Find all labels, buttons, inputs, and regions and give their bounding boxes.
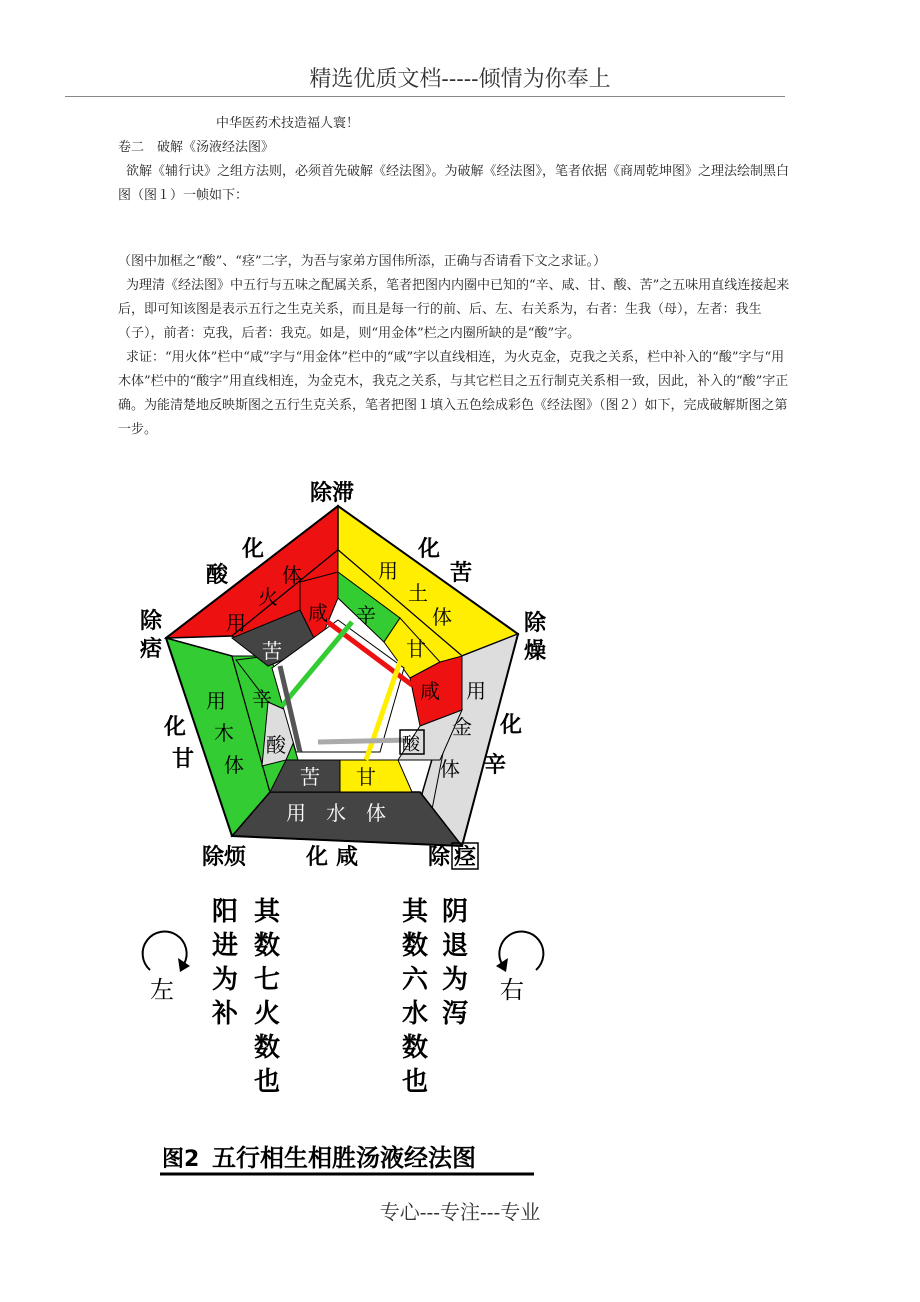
inner-metal-b-label: 酸 [402,734,420,755]
left-col1-char: 补 [212,999,239,1029]
water-ti: 体 [366,801,386,825]
right-col2-char: 为 [442,965,469,995]
right-direction: 右 [500,976,524,1004]
inner-earth-a-label: 辛 [356,603,376,627]
header-divider [65,96,785,97]
paragraph-1: 欲解《辅行诀》之组方法则，必须首先破解《经法图》。为破解《经法图》，笔者依据《商周乾坤图》之理法绘制黑白图（图１）一帧如下： [118,164,790,203]
earth-ti: 体 [432,605,452,629]
paragraph-3: 为理清《经法图》中五行与五味之配属关系，笔者把图内内圈中已知的“辛、咸、甘、酸、苦”之五味用直线连接起来后，即可知该图是表示五行之生克关系，而且是每一行的前、后、左、右关系为，右者：生我（母），左者：我生（子），前者：克我，后者：我克。如是，则“用金体”栏之内圈所缺的是“酸”字。 [118,278,790,341]
left-arrowhead-icon [178,958,190,972]
left-col1-char: 为 [212,965,239,995]
vertex-bottom-left: 除烦 [202,845,247,870]
page-header: 精选优质文档-----倾情为你奉上 [309,67,611,92]
wood-taste: 甘 [172,747,195,772]
metal-taste: 辛 [484,753,507,778]
left-note-col2 [254,897,282,1097]
left-col2-char: 数 [254,931,281,961]
right-col1-char: 数 [402,931,429,961]
water-hua: 化 [306,845,329,870]
vertex-right-1: 除 [524,611,547,636]
figure-caption-number: 图2 [162,1147,200,1172]
earth-hua: 化 [418,537,441,562]
earth-taste: 苦 [450,561,473,586]
fire-hua: 化 [242,537,265,562]
water-element: 水 [326,801,346,825]
left-col2-char: 七 [254,965,281,995]
inner-fire-in: 咸 [308,601,328,625]
wuxing-diagram [0,470,920,1190]
line-gray [318,740,408,742]
left-note-col1 [211,897,238,1029]
right-col1-char: 六 [402,965,429,995]
figure-caption-title: 五行相生相胜汤液经法图 [212,1144,476,1172]
fire-ti: 体 [282,563,302,587]
inner-water-b-label: 苦 [300,765,320,789]
chapter-title: 卷二 破解《汤液经法图》 [118,140,275,155]
wood-ti: 体 [224,753,244,777]
inner-earth-b-label: 甘 [406,637,426,661]
paragraph-2: （图中加框之“酸”、“痉”二字，为吾与家弟方国伟所添，正确与否请看下文之求证。） [118,254,607,269]
metal-hua: 化 [500,713,523,738]
right-note-col1 [402,897,430,1097]
vertex-left-1: 除 [140,609,163,634]
vertex-right-2: 燥 [524,639,547,664]
inner-wood-b-label: 辛 [252,687,272,711]
left-col1-char: 进 [212,931,239,961]
metal-element: 金 [452,715,472,739]
left-direction: 左 [150,976,174,1004]
right-col1-char: 也 [402,1067,429,1097]
inner-water-a-label: 甘 [356,765,376,789]
right-col1-char: 数 [402,1033,429,1063]
water-yong: 用 [286,801,306,825]
right-col1-char: 水 [402,999,429,1029]
inner-water-a [340,760,412,792]
document-body [118,112,790,208]
wood-element: 木 [214,721,234,745]
paragraph-4: 求证：“用火体”栏中“咸”字与“用金体”栏中的“咸”字以直线相连，为火克金，克我之关系，栏中补入的“酸”字与“用木体”栏中的“酸字”用直线相连，为金克木，我克之关系，与其它栏目之五行制克关系相一致，因此，补入的“酸”字正确。为能清楚地反映斯图之五行生克关系，笔者把图１填入五色绘成彩色《经法图》（图２）如下，完成破解斯图之第一步。 [118,350,789,437]
wood-hua: 化 [164,715,187,740]
inner-wood-a-label: 酸 [266,733,286,757]
metal-yong: 用 [466,679,486,703]
inner-fire-b-label: 苦 [262,639,282,663]
right-col2-char: 退 [442,931,469,961]
earth-element: 土 [408,581,428,605]
fire-element: 火 [258,585,278,609]
vertex-bottom-right-1: 除 [428,845,451,870]
document-body-2 [118,250,790,442]
vertex-bottom-right-2: 痉 [454,845,477,870]
vertex-top: 除滞 [310,481,355,506]
right-col2-char: 阴 [442,897,469,927]
right-col2-char: 泻 [442,999,469,1029]
left-col2-char: 火 [254,999,281,1029]
fire-taste: 酸 [206,563,229,588]
fire-yong: 用 [226,611,246,635]
metal-ti: 体 [440,757,460,781]
vertex-left-2: 痞 [140,637,163,662]
wood-yong: 用 [206,689,226,713]
right-note-col2 [442,897,469,1029]
right-arrowhead-icon [496,958,508,972]
page-footer: 专心---专注---专业 [379,1200,541,1224]
left-col1-char: 阳 [212,897,239,927]
earth-yong: 用 [378,559,398,583]
left-col2-char: 数 [254,1033,281,1063]
motto-line: 中华医药术技造福人寰！ [216,116,360,131]
right-col1-char: 其 [402,897,429,927]
inner-metal-a-label: 咸 [420,679,440,703]
left-col2-char: 其 [254,897,281,927]
left-col2-char: 也 [254,1067,281,1097]
water-taste: 咸 [336,845,359,870]
